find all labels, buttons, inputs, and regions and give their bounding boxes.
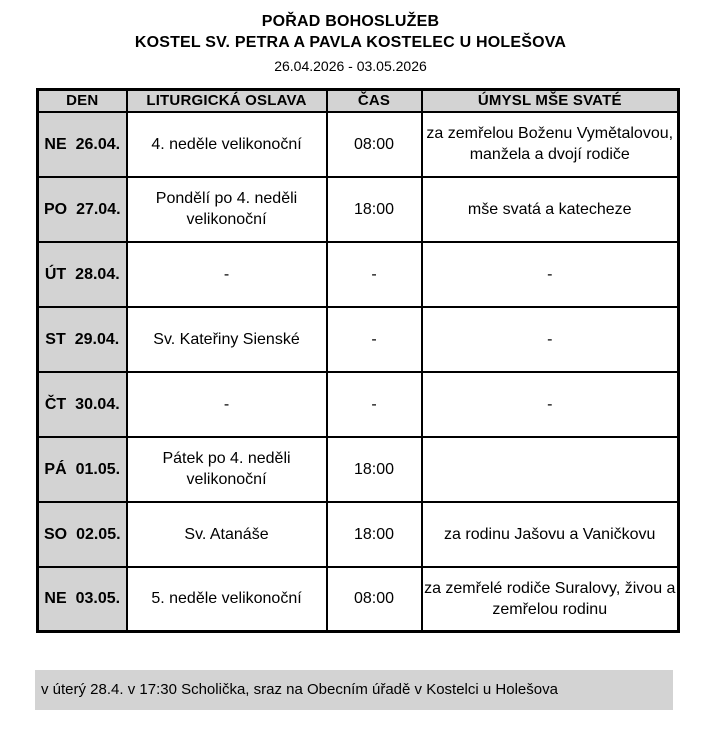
schedule-table [36, 88, 680, 633]
day-abbrev: SO [43, 525, 68, 543]
celebration-cell: - [127, 372, 327, 437]
column-header-den: DEN [38, 90, 127, 112]
date-range: 26.04.2026 - 03.05.2026 [274, 58, 427, 74]
celebration-cell: Pondělí po 4. neděli velikonoční [127, 177, 327, 242]
intention-cell: mše svatá a katecheze [422, 177, 679, 242]
day-date: 01.05. [75, 460, 121, 478]
intention-cell: - [422, 307, 679, 372]
celebration-cell: Pátek po 4. neděli velikonoční [127, 437, 327, 502]
intention-cell: - [422, 372, 679, 437]
intention-cell: za rodinu Jašovu a Vaničkovu [422, 502, 679, 567]
time-cell: - [327, 372, 422, 437]
celebration-cell: - [127, 242, 327, 307]
time-cell: 18:00 [327, 437, 422, 502]
celebration-cell: 5. neděle velikonoční [127, 567, 327, 632]
intention-cell [422, 437, 679, 502]
table-row [38, 242, 679, 307]
column-header-cas: ČAS [327, 90, 422, 112]
footer-note: v úterý 28.4. v 17:30 Scholička, sraz na Obecním úřadě v Kostelci u Holešova [35, 670, 673, 710]
table-row [38, 567, 679, 632]
celebration-cell: 4. neděle velikonoční [127, 112, 327, 177]
day-abbrev: ST [45, 330, 66, 348]
table-row [38, 307, 679, 372]
table-row [38, 372, 679, 437]
intention-cell: - [422, 242, 679, 307]
column-header-liturgicka-oslava: LITURGICKÁ OSLAVA [127, 90, 327, 112]
page-subtitle: KOSTEL SV. PETRA A PAVLA KOSTELEC U HOLEŠOVA [134, 34, 567, 51]
day-cell [38, 372, 127, 437]
column-header-umysl: ÚMYSL MŠE SVATÉ [422, 90, 679, 112]
day-cell [38, 177, 127, 242]
day-cell [38, 567, 127, 632]
day-date: 02.05. [76, 525, 121, 543]
table-header-row [38, 90, 679, 112]
table-row [38, 502, 679, 567]
time-cell: 18:00 [327, 502, 422, 567]
day-cell [38, 502, 127, 567]
time-cell: - [327, 242, 422, 307]
celebration-cell: Sv. Atanáše [127, 502, 327, 567]
day-abbrev: PO [43, 200, 68, 218]
intention-cell: za zemřelou Boženu Vymětalovou, manžela a dvojí rodiče [422, 112, 679, 177]
table-row [38, 177, 679, 242]
day-cell [38, 242, 127, 307]
day-abbrev: NE [44, 590, 67, 608]
day-cell [38, 437, 127, 502]
day-date: 26.04. [75, 135, 121, 153]
time-cell: 08:00 [327, 567, 422, 632]
time-cell: 18:00 [327, 177, 422, 242]
day-date: 28.04. [75, 265, 120, 283]
day-date: 30.04. [75, 395, 120, 413]
page-title: POŘAD BOHOSLUŽEB [261, 13, 440, 30]
document-header [0, 0, 701, 75]
day-abbrev: ÚT [44, 265, 67, 283]
time-cell: - [327, 307, 422, 372]
time-cell: 08:00 [327, 112, 422, 177]
day-abbrev: NE [44, 135, 67, 153]
table-row [38, 437, 679, 502]
day-abbrev: PÁ [44, 460, 67, 478]
day-cell [38, 307, 127, 372]
day-date: 29.04. [74, 330, 120, 348]
day-date: 03.05. [75, 590, 121, 608]
table-row [38, 112, 679, 177]
day-abbrev: ČT [44, 395, 67, 413]
day-cell [38, 112, 127, 177]
intention-cell: za zemřelé rodiče Suralovy, živou a zemřelou rodinu [422, 567, 679, 632]
celebration-cell: Sv. Kateřiny Sienské [127, 307, 327, 372]
day-date: 27.04. [76, 200, 121, 218]
